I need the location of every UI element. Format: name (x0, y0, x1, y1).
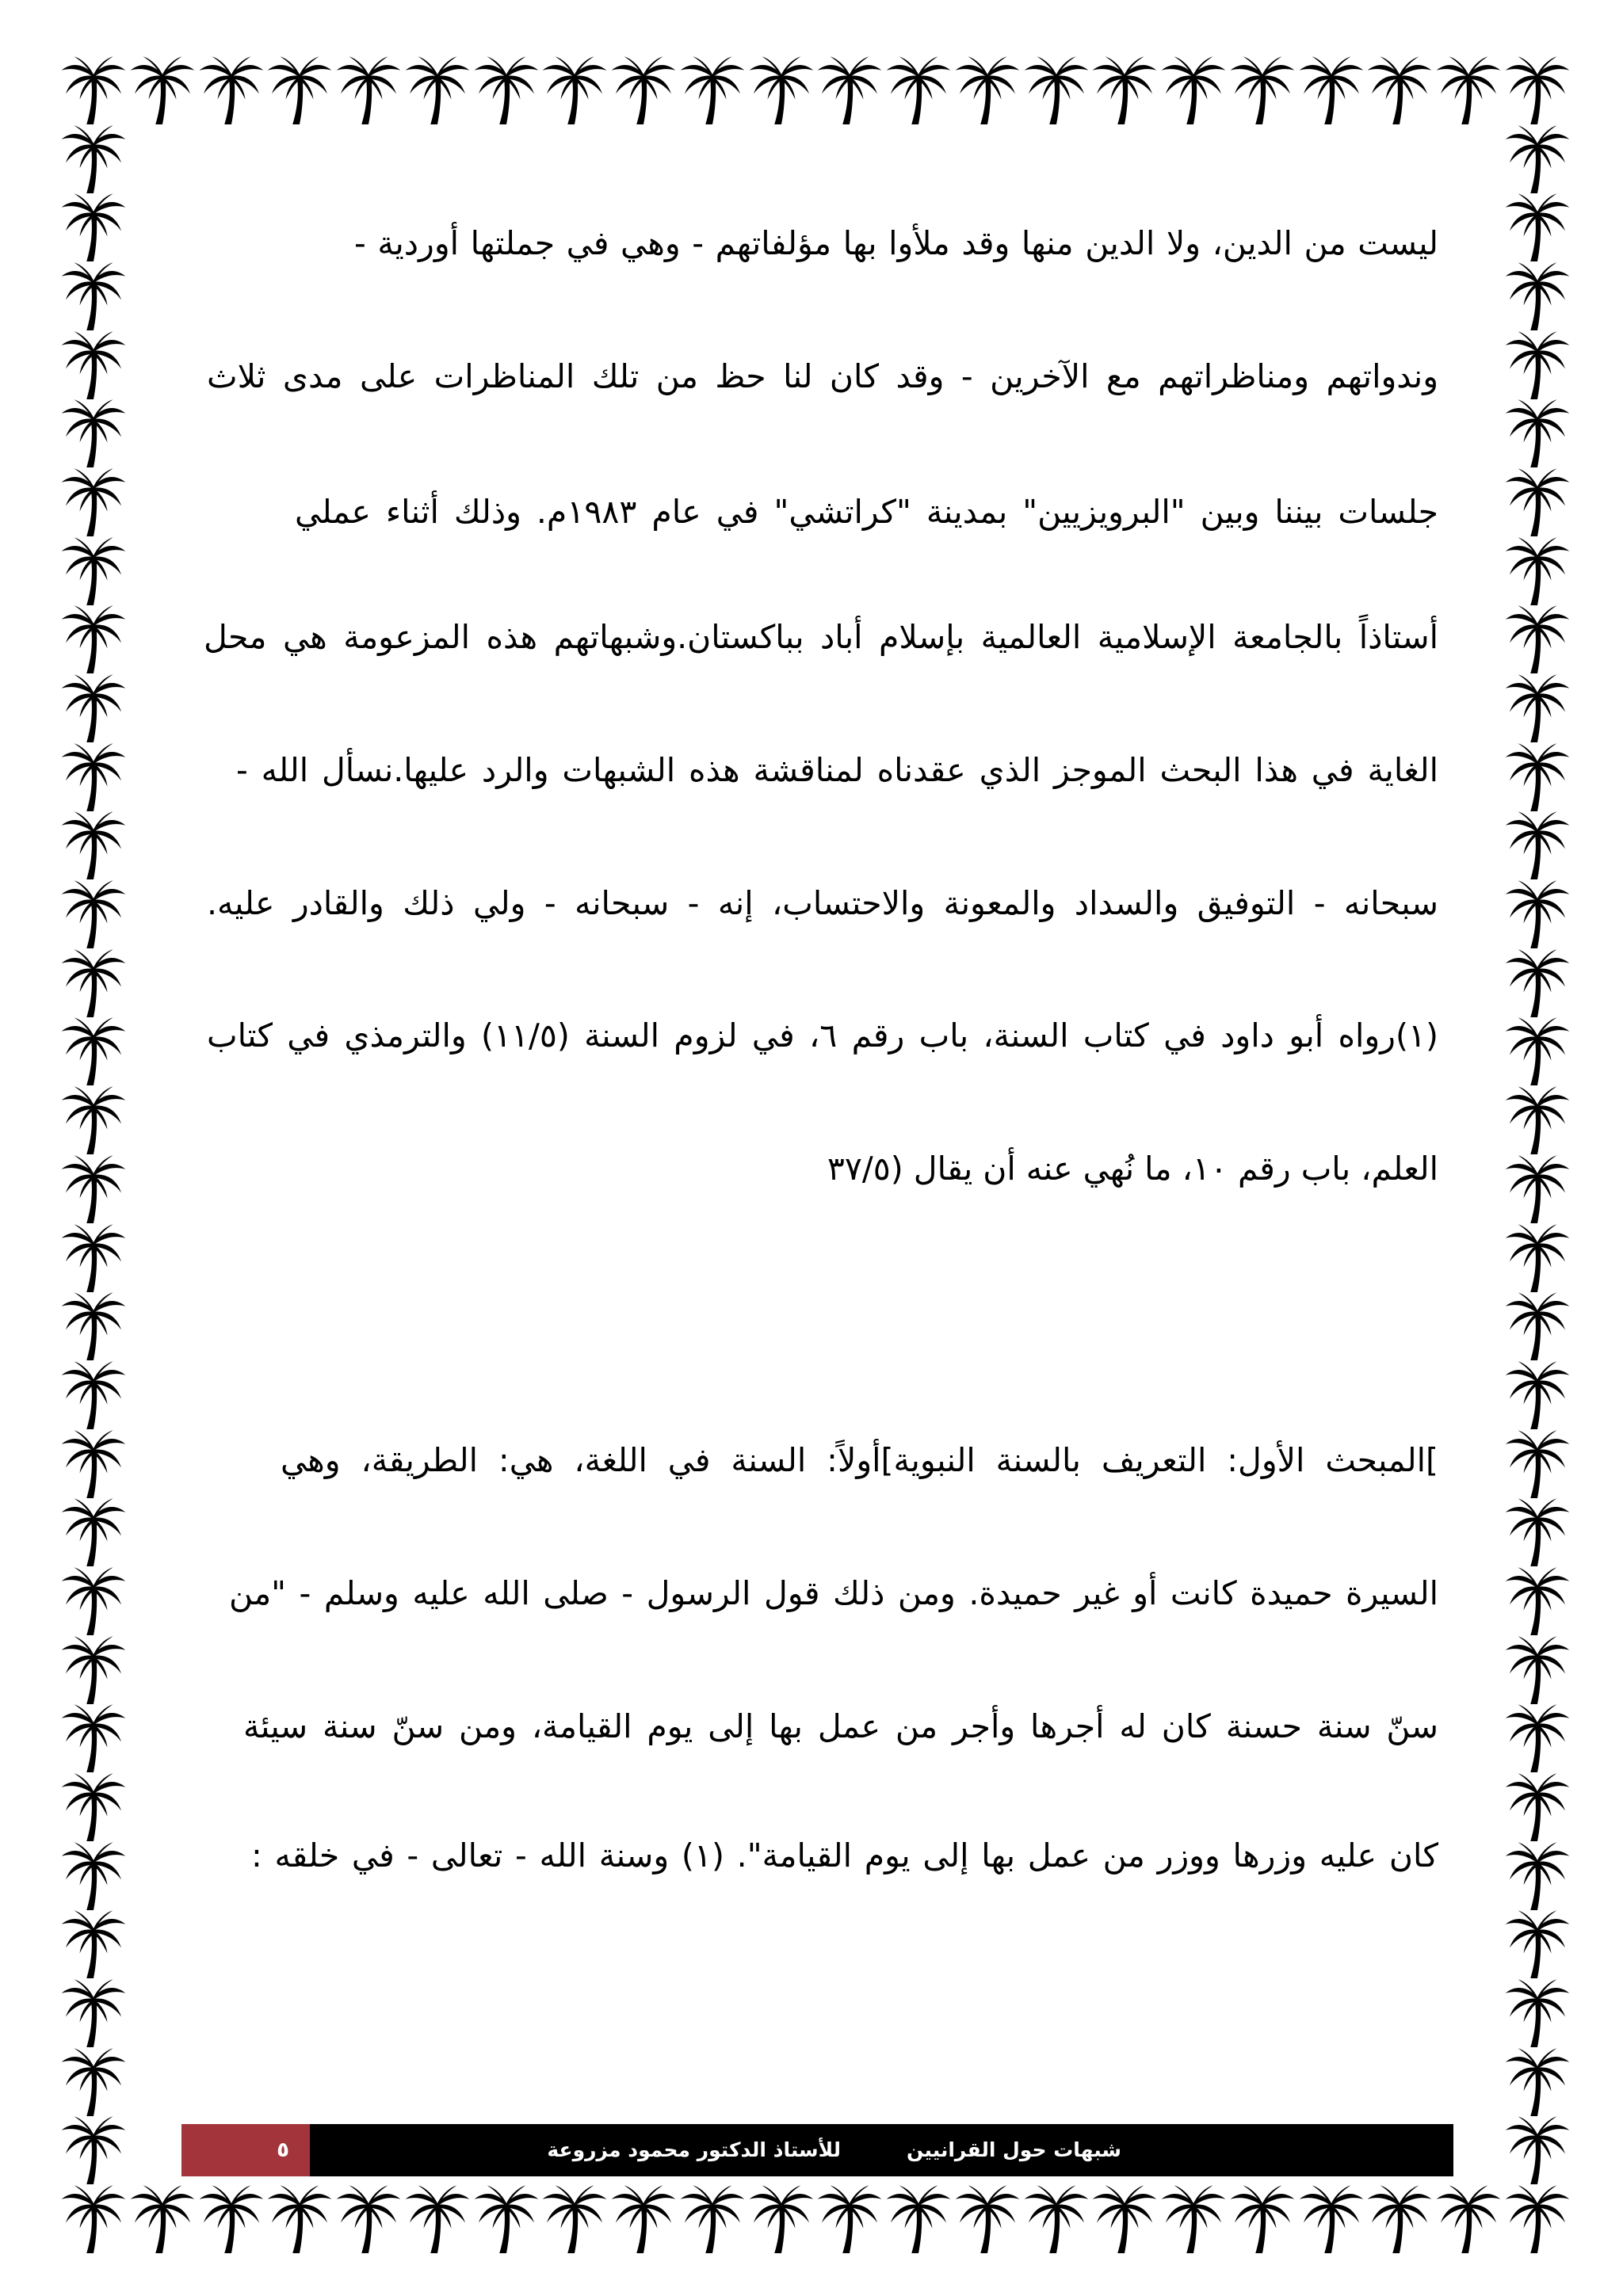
palm-tree-icon (60, 604, 127, 677)
palm-tree-icon (1504, 261, 1571, 334)
palm-tree-icon (60, 2046, 127, 2119)
palm-tree-icon (1435, 55, 1502, 128)
palm-tree-icon (816, 55, 883, 128)
palm-tree-icon (1504, 673, 1571, 746)
palm-tree-icon (1091, 2183, 1158, 2256)
footnote-line: العلم، باب رقم ١٠، ما نُهي عنه أن يقال (٣٧/٥ (827, 1150, 1438, 1188)
palm-tree-icon (473, 2183, 540, 2256)
palm-tree-icon (1504, 1909, 1571, 1981)
palm-tree-icon (1366, 2183, 1433, 2256)
palm-tree-icon (404, 55, 471, 128)
palm-tree-icon (1435, 2183, 1502, 2256)
palm-tree-icon (1504, 398, 1571, 471)
palm-tree-icon (1160, 2183, 1227, 2256)
palm-tree-icon (60, 673, 127, 746)
palm-tree-icon (60, 948, 127, 1020)
palm-tree-icon (60, 2183, 127, 2256)
palm-tree-icon (1229, 55, 1296, 128)
palm-tree-icon (1366, 55, 1433, 128)
palm-tree-icon (60, 1703, 127, 1775)
palm-tree-icon (1504, 1154, 1571, 1226)
palm-tree-icon (679, 55, 746, 128)
footer-book-title: شبهات حول القرانيين (907, 2138, 1121, 2161)
palm-tree-icon (885, 2183, 952, 2256)
palm-tree-icon (60, 879, 127, 952)
palm-tree-icon (60, 742, 127, 814)
palm-tree-icon (1504, 2183, 1571, 2256)
palm-tree-icon (541, 2183, 608, 2256)
palm-tree-icon (1504, 1566, 1571, 1638)
footer-author: للأستاذ الدكتور محمود مزروعة (547, 2138, 841, 2161)
text-line: سبحانه - التوفيق والسداد والمعونة والاحتساب، إنه - سبحانه - ولي ذلك والقادر عليه. (207, 884, 1438, 922)
palm-tree-icon (1504, 604, 1571, 677)
text-line: السيرة حميدة كانت أو غير حميدة. ومن ذلك قول الرسول - صلى الله عليه وسلم - "من (229, 1574, 1438, 1612)
palm-tree-icon (1504, 1291, 1571, 1363)
palm-tree-icon (1504, 1497, 1571, 1569)
palm-tree-icon (60, 1840, 127, 1913)
palm-tree-icon (816, 2183, 883, 2256)
palm-tree-icon (1160, 55, 1227, 128)
palm-tree-icon (60, 398, 127, 471)
palm-tree-icon (1023, 55, 1090, 128)
palm-tree-icon (60, 1085, 127, 1158)
palm-tree-icon (404, 2183, 471, 2256)
palm-tree-icon (60, 1360, 127, 1432)
palm-tree-icon (1504, 1085, 1571, 1158)
palm-tree-icon (473, 55, 540, 128)
palm-tree-icon (198, 2183, 265, 2256)
palm-tree-icon (1504, 1222, 1571, 1295)
palm-tree-icon (60, 1222, 127, 1295)
palm-tree-icon (748, 55, 815, 128)
palm-tree-icon (60, 1154, 127, 1226)
palm-tree-icon (129, 2183, 196, 2256)
palm-tree-icon (266, 2183, 333, 2256)
palm-tree-icon (1504, 467, 1571, 540)
palm-tree-icon (1504, 1634, 1571, 1707)
palm-tree-icon (1504, 2115, 1571, 2187)
palm-tree-icon (1298, 55, 1365, 128)
palm-tree-icon (60, 330, 127, 402)
palm-tree-icon (1504, 330, 1571, 402)
palm-tree-icon (954, 55, 1021, 128)
palm-tree-icon (335, 55, 402, 128)
palm-tree-icon (60, 467, 127, 540)
palm-tree-icon (60, 261, 127, 334)
palm-tree-icon (60, 1497, 127, 1569)
palm-tree-icon (60, 1909, 127, 1981)
palm-tree-icon (1504, 810, 1571, 883)
palm-tree-icon (1504, 124, 1571, 196)
palm-tree-icon (1229, 2183, 1296, 2256)
palm-tree-icon (60, 1291, 127, 1363)
palm-tree-icon (885, 55, 952, 128)
palm-tree-icon (1504, 192, 1571, 265)
text-line: ليست من الدين، ولا الدين منها وقد ملأوا بها مؤلفاتهم - وهي في جملتها أوردية - (354, 224, 1438, 262)
palm-tree-icon (266, 55, 333, 128)
palm-tree-icon (60, 2115, 127, 2187)
palm-tree-icon (60, 124, 127, 196)
palm-tree-icon (60, 1428, 127, 1501)
palm-tree-icon (60, 1772, 127, 1844)
palm-tree-icon (1023, 2183, 1090, 2256)
palm-tree-icon (1298, 2183, 1365, 2256)
palm-tree-icon (1504, 948, 1571, 1020)
palm-tree-icon (954, 2183, 1021, 2256)
palm-tree-icon (60, 1634, 127, 1707)
palm-tree-icon (541, 55, 608, 128)
palm-tree-icon (610, 2183, 677, 2256)
text-line: سنّ سنة حسنة كان له أجرها وأجر من عمل بها إلى يوم القيامة، ومن سنّ سنة سيئة (243, 1707, 1438, 1745)
palm-tree-icon (1504, 536, 1571, 608)
palm-tree-icon (1504, 1360, 1571, 1432)
palm-tree-icon (1504, 55, 1571, 128)
palm-tree-icon (1504, 1016, 1571, 1089)
palm-tree-icon (1504, 1703, 1571, 1775)
text-line: الغاية في هذا البحث الموجز الذي عقدناه لمناقشة هذه الشبهات والرد عليها.نسأل الله - (236, 751, 1438, 789)
palm-tree-icon (679, 2183, 746, 2256)
palm-tree-icon (1504, 1978, 1571, 2050)
palm-tree-icon (748, 2183, 815, 2256)
palm-tree-icon (60, 810, 127, 883)
palm-tree-icon (129, 55, 196, 128)
palm-tree-icon (198, 55, 265, 128)
palm-tree-icon (1504, 879, 1571, 952)
text-line: أستاذاً بالجامعة الإسلامية العالمية بإسلام أباد بباكستان.وشبهاتهم هذه المزعومة هي محل (204, 618, 1438, 656)
palm-tree-icon (60, 1016, 127, 1089)
footnote-line: (١)رواه أبو داود في كتاب السنة، باب رقم ٦، في لزوم السنة (١١/٥) والترمذي في كتاب (207, 1016, 1438, 1055)
text-line: وندواتهم ومناظراتهم مع الآخرين - وقد كان لنا حظ من تلك المناظرات على مدى ثلاث (207, 357, 1438, 395)
palm-tree-icon (60, 55, 127, 128)
palm-tree-icon (1504, 1772, 1571, 1844)
text-line: كان عليه وزرها ووزر من عمل بها إلى يوم القيامة". (١) وسنة الله - تعالى - في خلقه : (251, 1836, 1438, 1875)
palm-tree-icon (1504, 1428, 1571, 1501)
palm-tree-icon (60, 1566, 127, 1638)
palm-tree-icon (610, 55, 677, 128)
palm-tree-icon (60, 1978, 127, 2050)
page-number: ٥ (277, 2138, 289, 2162)
palm-tree-icon (1091, 55, 1158, 128)
palm-tree-icon (1504, 742, 1571, 814)
palm-tree-icon (1504, 1840, 1571, 1913)
footer-bar (181, 2124, 1453, 2176)
section-heading-line: ]المبحث الأول: التعريف بالسنة النبوية]أولاً: السنة في اللغة، هي: الطريقة، وهي (281, 1441, 1438, 1479)
palm-tree-icon (60, 536, 127, 608)
palm-tree-icon (60, 192, 127, 265)
palm-tree-icon (335, 2183, 402, 2256)
palm-tree-icon (1504, 2046, 1571, 2119)
text-line: جلسات بيننا وبين "البرويزيين" بمدينة "كراتشي" في عام ١٩٨٣م. وذلك أثناء عملي (295, 493, 1438, 531)
